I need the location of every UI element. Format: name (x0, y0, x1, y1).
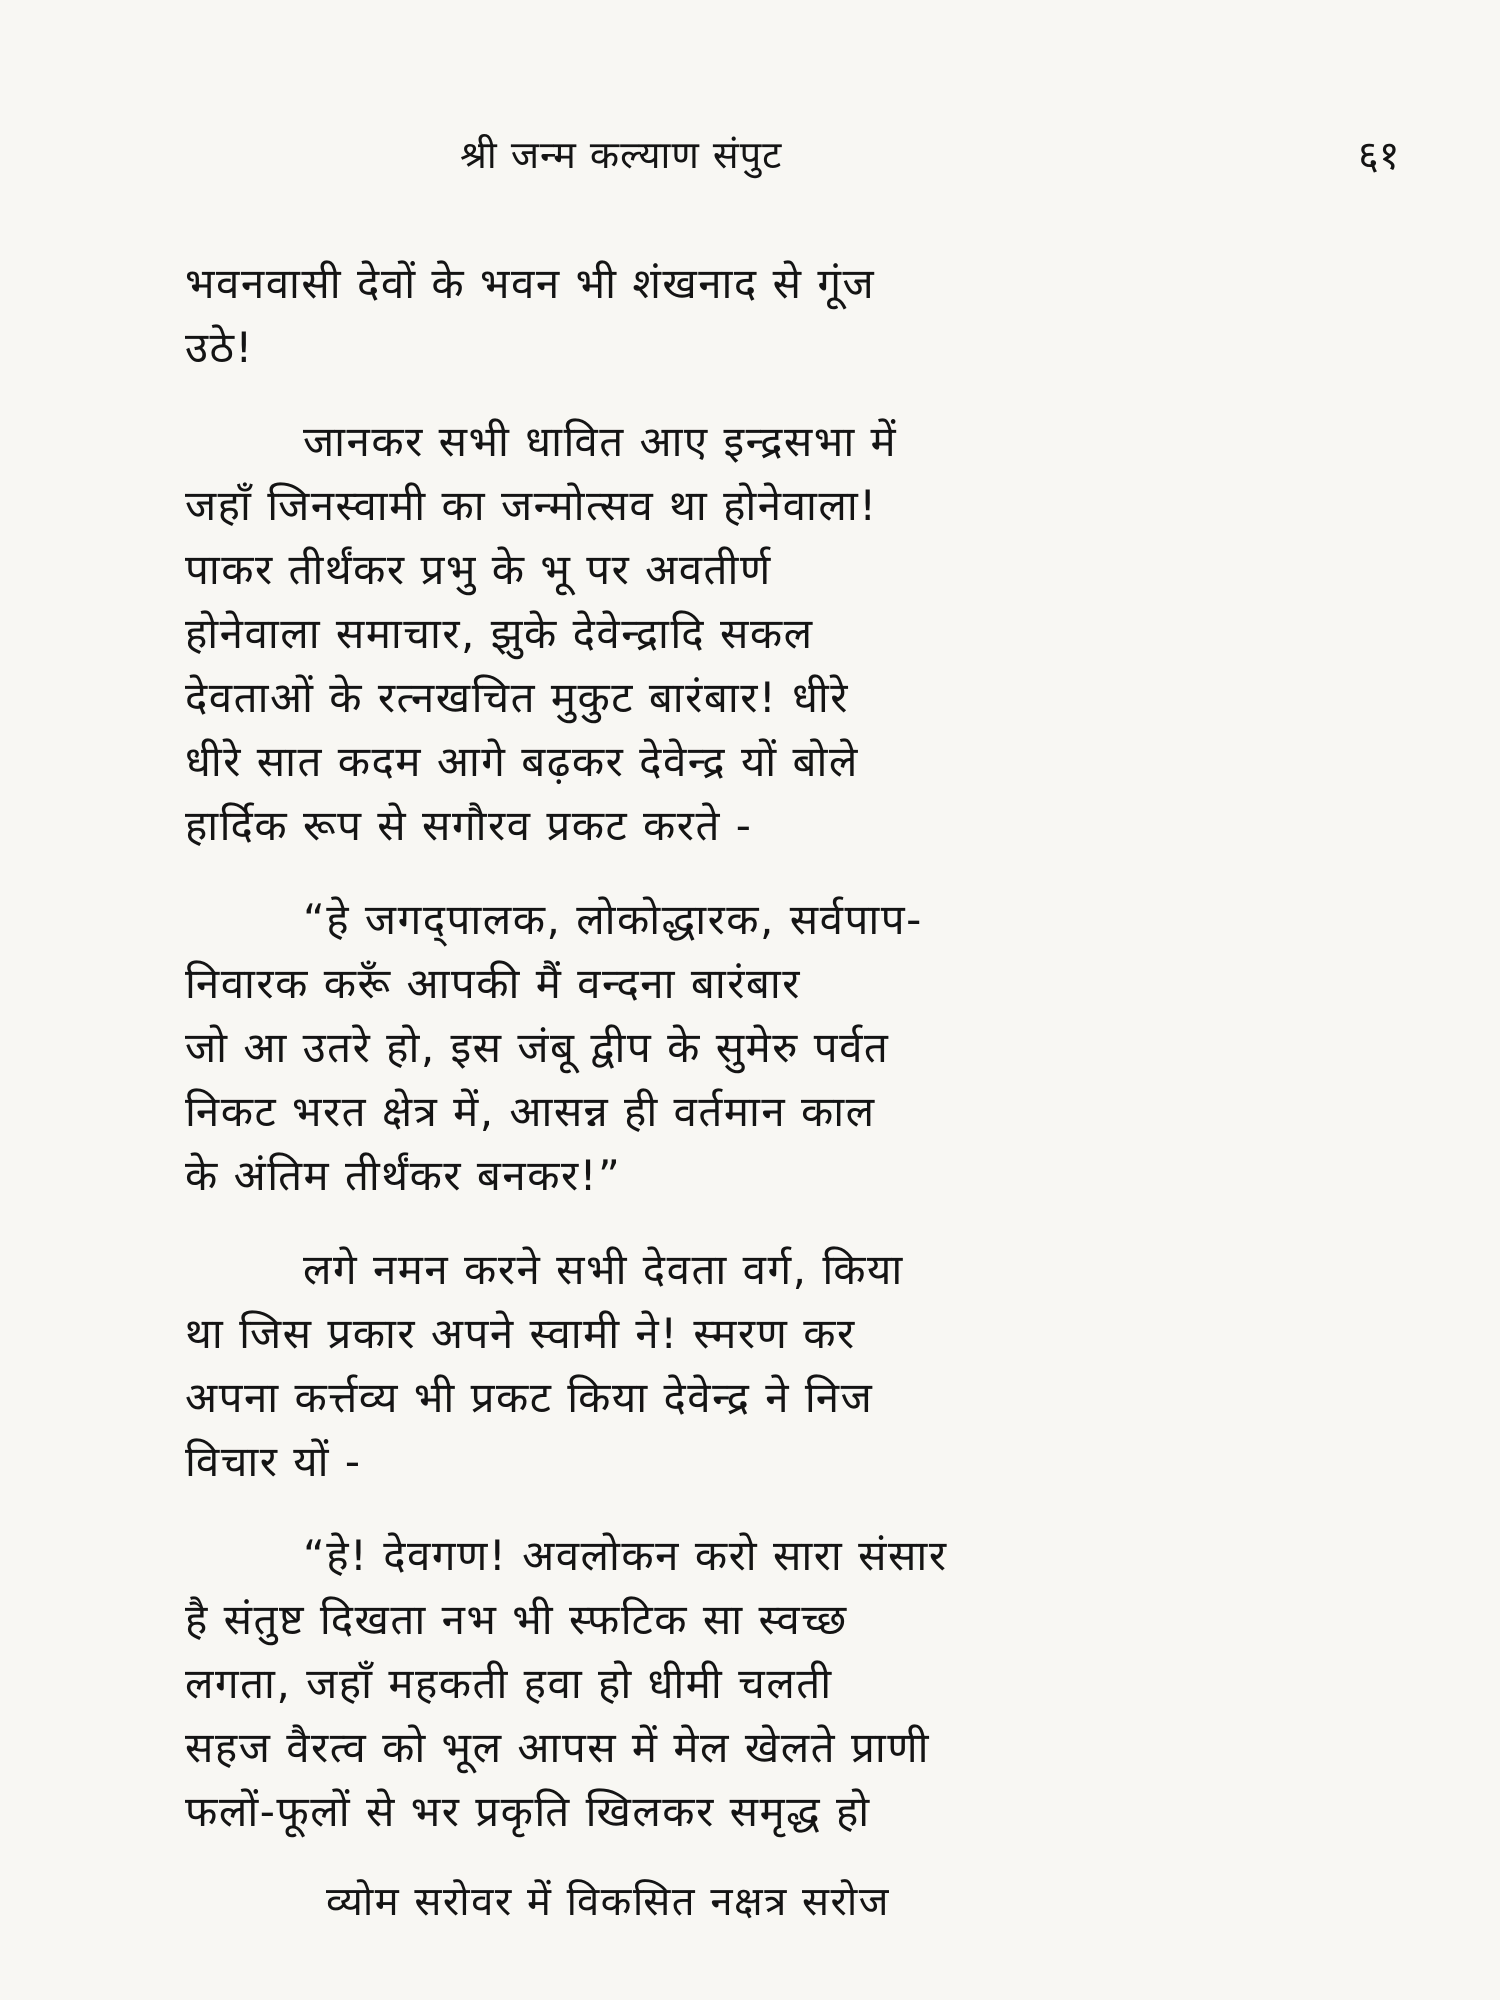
paragraph (185, 1524, 1245, 1844)
text-line: विचार यों - (185, 1437, 362, 1486)
text-line: फलों-फूलों से भर प्रकृति खिलकर समृद्ध हो (185, 1787, 871, 1836)
text-line: लगे नमन करने सभी देवता वर्ग, किया (303, 1245, 904, 1294)
paragraph (185, 888, 1245, 1208)
paragraph (185, 410, 1245, 858)
text-line: जानकर सभी धावित आए इन्द्रसभा में (303, 417, 898, 466)
text-line: उठे! (185, 323, 254, 372)
footer-caption: व्योम सरोवर में विकसित नक्षत्र सरोज (326, 1879, 890, 1925)
body-text (185, 252, 1245, 1874)
page-number: ६१ (1358, 133, 1400, 179)
text-line: “हे जगद्पालक, लोकोद्धारक, सर्वपाप- (303, 895, 923, 944)
text-line: हार्दिक रूप से सगौरव प्रकट करते - (185, 801, 753, 850)
text-line: होनेवाला समाचार, झुके देवेन्द्रादि सकल (185, 609, 814, 658)
text-line: लगता, जहाँ महकती हवा हो धीमी चलती (185, 1659, 833, 1708)
text-line: अपना कर्त्तव्य भी प्रकट किया देवेन्द्र ने निज (185, 1373, 874, 1422)
text-line: सहज वैरत्व को भूल आपस में मेल खेलते प्राणी (185, 1723, 930, 1772)
text-line: भवनवासी देवों के भवन भी शंखनाद से गूंज (185, 259, 876, 308)
text-line: जहाँ जिनस्वामी का जन्मोत्सव था होनेवाला! (185, 481, 878, 530)
text-line: निवारक करूँ आपकी मैं वन्दना बारंबार (185, 959, 801, 1008)
running-header-title: श्री जन्म कल्याण संपुट (460, 133, 783, 177)
text-line: पाकर तीर्थंकर प्रभु के भू पर अवतीर्ण (185, 545, 772, 594)
text-line: निकट भरत क्षेत्र में, आसन्न ही वर्तमान काल (185, 1087, 876, 1136)
text-line: देवताओं के रत्नखचित मुकुट बारंबार! धीरे (185, 673, 849, 722)
text-line: धीरे सात कदम आगे बढ़कर देवेन्द्र यों बोले (185, 737, 859, 786)
text-line: के अंतिम तीर्थंकर बनकर!” (185, 1151, 622, 1200)
text-line: था जिस प्रकार अपने स्वामी ने! स्मरण कर (185, 1309, 856, 1358)
text-line: “हे! देवगण! अवलोकन करो सारा संसार (303, 1531, 948, 1580)
text-line: है संतुष्ट दिखता नभ भी स्फटिक सा स्वच्छ (185, 1595, 848, 1644)
text-line: जो आ उतरे हो, इस जंबू द्वीप के सुमेरु पर्वत (185, 1023, 890, 1072)
paragraph (185, 1238, 1245, 1494)
paragraph (185, 252, 1245, 380)
